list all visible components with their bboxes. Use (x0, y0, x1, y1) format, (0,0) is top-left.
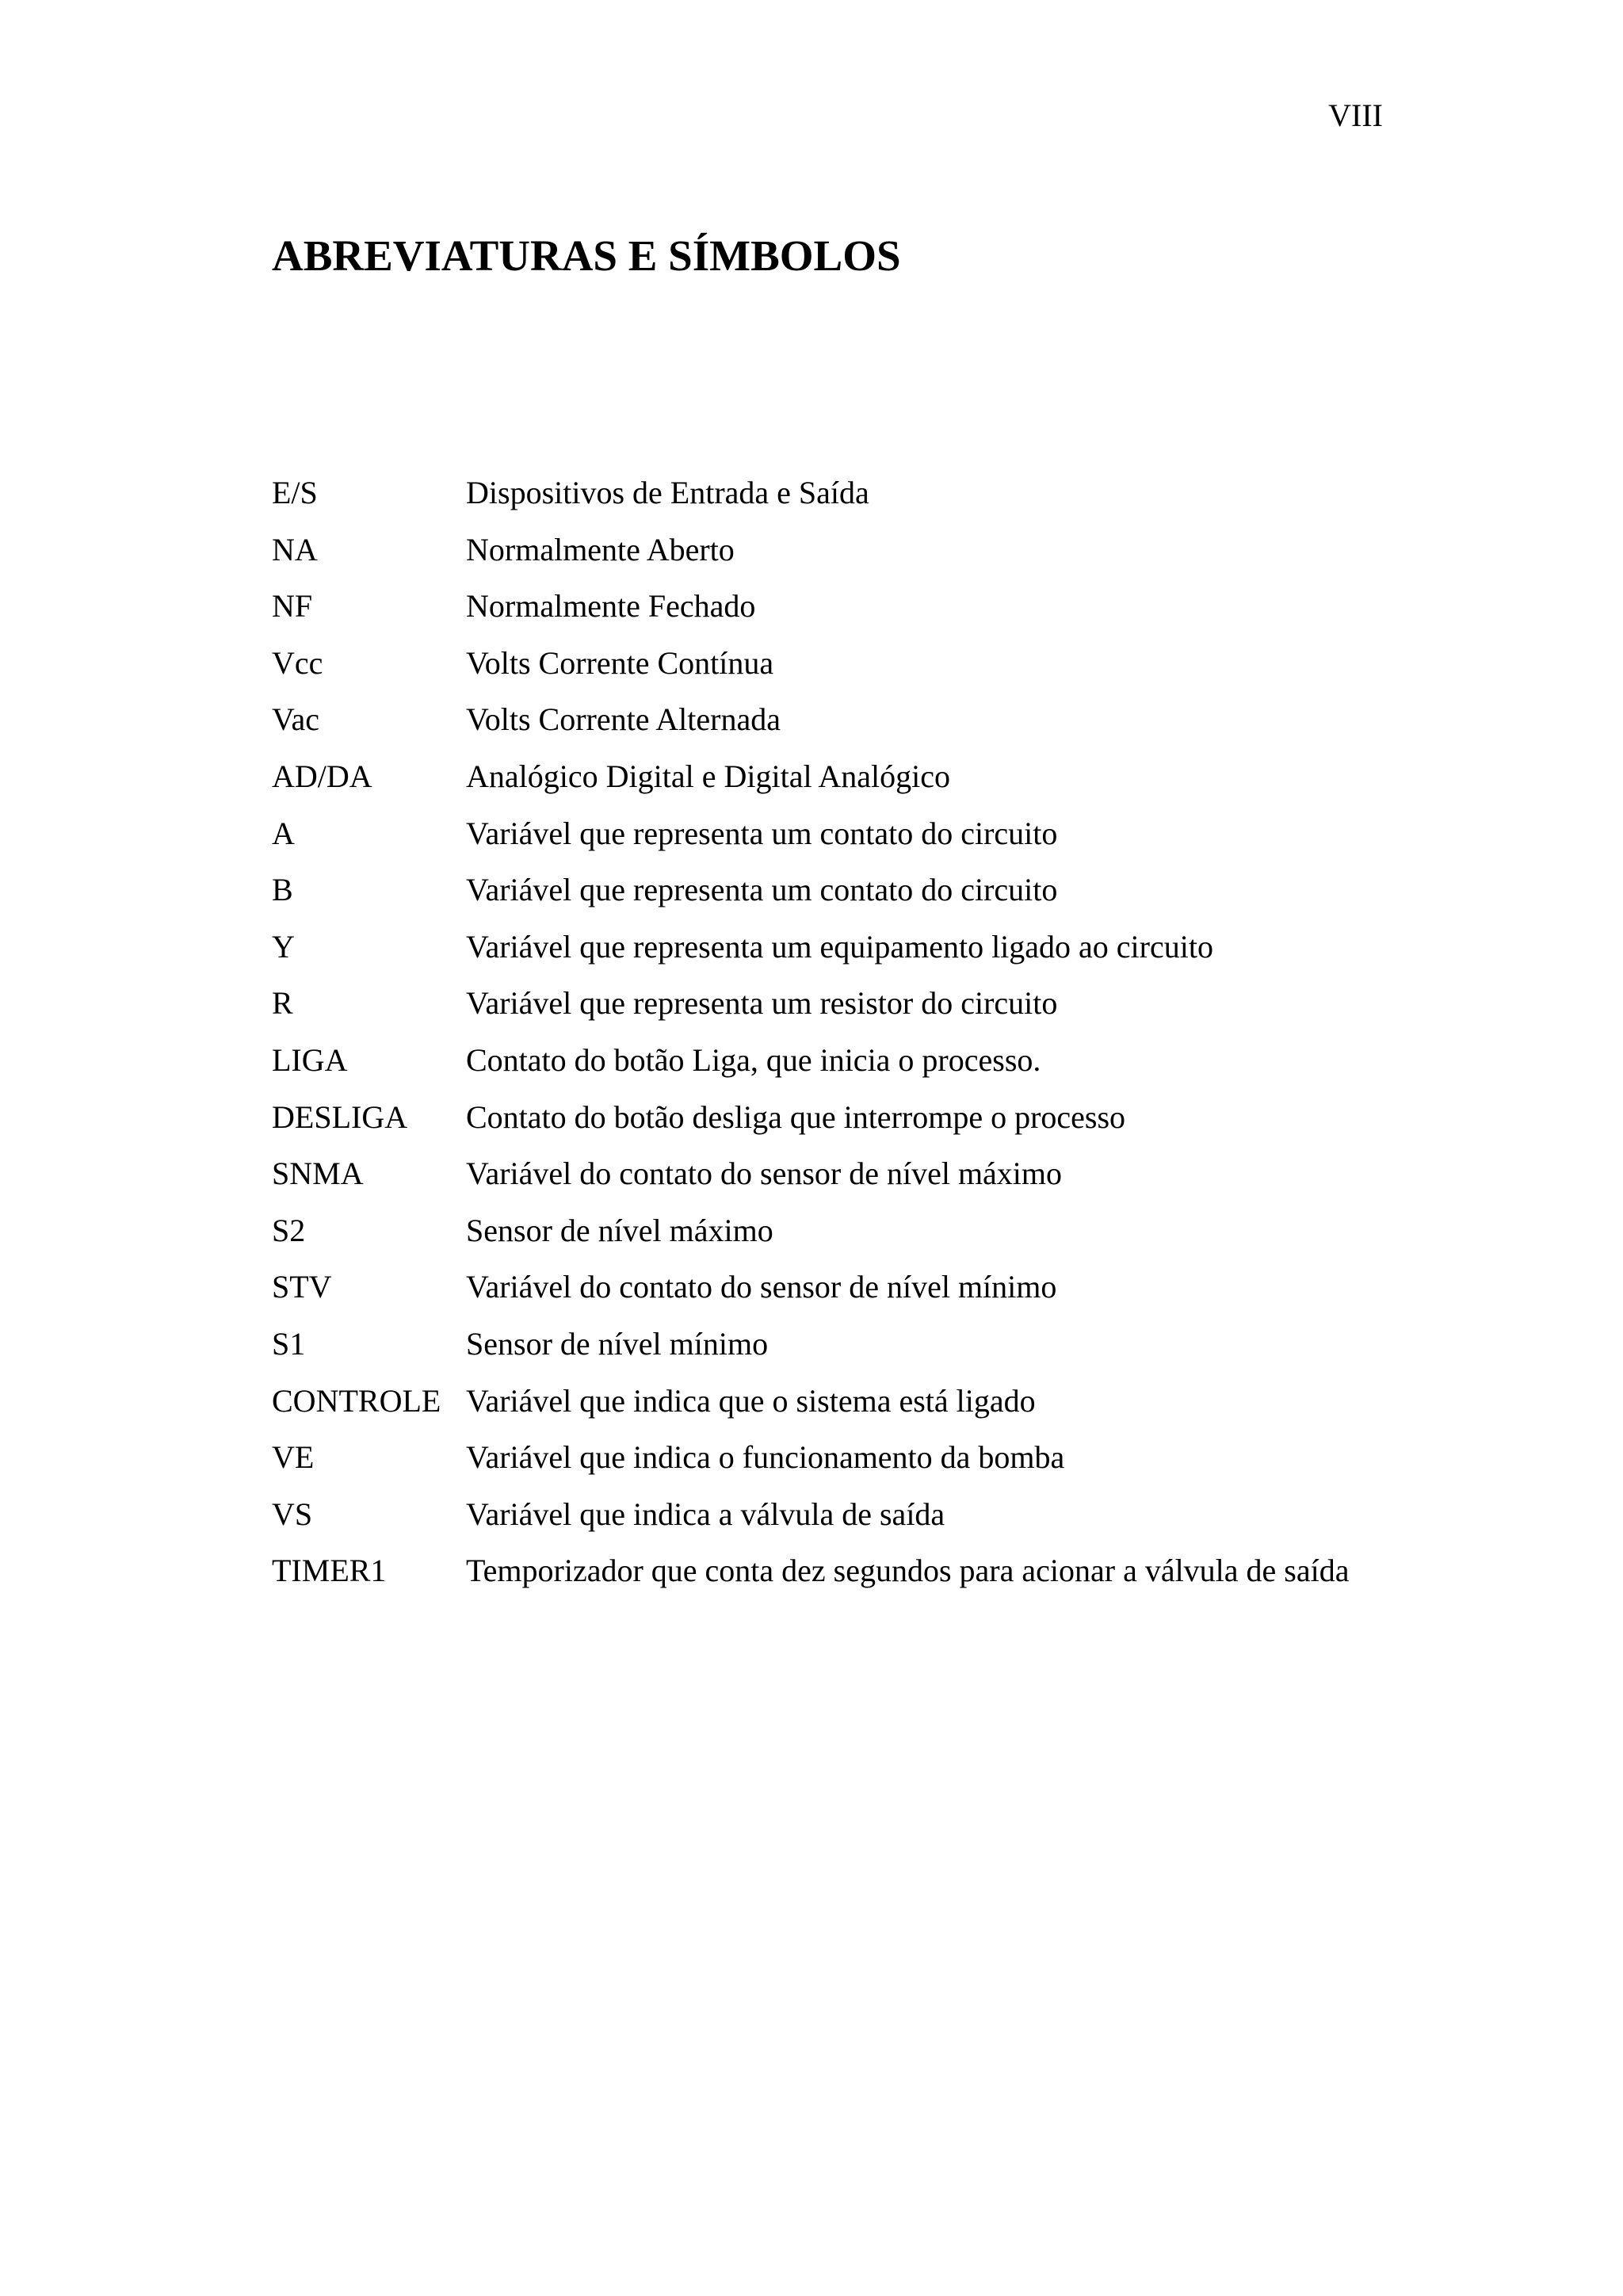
abbreviation-term: Vac (272, 701, 319, 738)
abbreviation-description: Variável do contato do sensor de nível máximo (466, 1156, 1063, 1192)
abbreviation-description: Dispositivos de Entrada e Saída (466, 475, 869, 510)
abbreviation-term: NA (272, 531, 318, 567)
abbreviation-description: Volts Corrente Alternada (466, 701, 781, 738)
abbreviation-row (272, 474, 1397, 531)
abbreviation-description: Variável que representa um contato do circuito (466, 815, 1058, 851)
abbreviation-term: B (272, 872, 293, 908)
abbreviation-term: E/S (272, 475, 318, 510)
abbreviation-row (272, 587, 1397, 644)
abbreviation-term: CONTROLE (272, 1382, 441, 1419)
abbreviation-description: Sensor de nível máximo (466, 1212, 773, 1248)
abbreviation-list (272, 474, 1397, 1609)
abbreviation-row (272, 644, 1397, 701)
abbreviation-description: Volts Corrente Contínua (466, 644, 774, 681)
abbreviation-term: S1 (272, 1325, 306, 1362)
abbreviation-description: Contato do botão desliga que interrompe o processo (466, 1098, 1126, 1135)
abbreviation-term: STV (272, 1269, 332, 1305)
abbreviation-description: Temporizador que conta dez segundos para acionar a válvula de saída (466, 1553, 1350, 1589)
abbreviation-term: TIMER1 (272, 1553, 387, 1589)
abbreviation-description: Sensor de nível mínimo (466, 1325, 769, 1362)
abbreviation-term: VS (272, 1496, 313, 1532)
abbreviation-row (272, 1325, 1397, 1382)
abbreviation-row (272, 1552, 1397, 1609)
abbreviation-term: SNMA (272, 1156, 364, 1192)
abbreviation-term: R (272, 985, 293, 1022)
abbreviation-description: Variável que representa um resistor do circuito (466, 985, 1058, 1022)
abbreviation-description: Contato do botão Liga, que inicia o processo. (466, 1041, 1041, 1078)
abbreviation-description: Normalmente Fechado (466, 588, 756, 625)
abbreviation-row (272, 1098, 1397, 1156)
abbreviation-row (272, 1155, 1397, 1212)
abbreviation-description: Normalmente Aberto (466, 531, 735, 567)
abbreviation-row (272, 815, 1397, 872)
abbreviation-description: Variável que indica a válvula de saída (466, 1496, 945, 1532)
abbreviation-description: Variável que representa um contato do circuito (466, 872, 1058, 908)
abbreviation-term: S2 (272, 1212, 306, 1248)
abbreviation-row (272, 1438, 1397, 1496)
abbreviation-description: Variável que indica que o sistema está ligado (466, 1382, 1036, 1419)
abbreviation-row (272, 871, 1397, 928)
abbreviation-row (272, 531, 1397, 588)
abbreviation-row (272, 1268, 1397, 1325)
abbreviation-term: Y (272, 928, 295, 965)
abbreviation-row (272, 1212, 1397, 1269)
abbreviation-term: NF (272, 588, 313, 625)
abbreviation-term: LIGA (272, 1041, 348, 1078)
abbreviation-description: Variável que indica o funcionamento da bomba (466, 1439, 1065, 1476)
abbreviation-row (272, 928, 1397, 985)
abbreviation-term: DESLIGA (272, 1098, 408, 1135)
abbreviation-row (272, 758, 1397, 815)
abbreviation-description: Variável do contato do sensor de nível mínimo (466, 1269, 1057, 1305)
abbreviation-row (272, 1041, 1397, 1098)
abbreviation-term: A (272, 815, 295, 851)
page-title: ABREVIATURAS E SÍMBOLOS (272, 231, 901, 280)
abbreviation-term: VE (272, 1439, 315, 1476)
page-number: VIII (1328, 97, 1383, 133)
abbreviation-term: AD/DA (272, 758, 372, 794)
abbreviation-row (272, 1496, 1397, 1553)
abbreviation-row (272, 984, 1397, 1041)
abbreviation-description: Variável que representa um equipamento ligado ao circuito (466, 928, 1213, 965)
abbreviation-description: Analógico Digital e Digital Analógico (466, 758, 950, 794)
abbreviation-term: Vcc (272, 644, 323, 681)
abbreviation-row (272, 1382, 1397, 1439)
abbreviation-row (272, 701, 1397, 758)
